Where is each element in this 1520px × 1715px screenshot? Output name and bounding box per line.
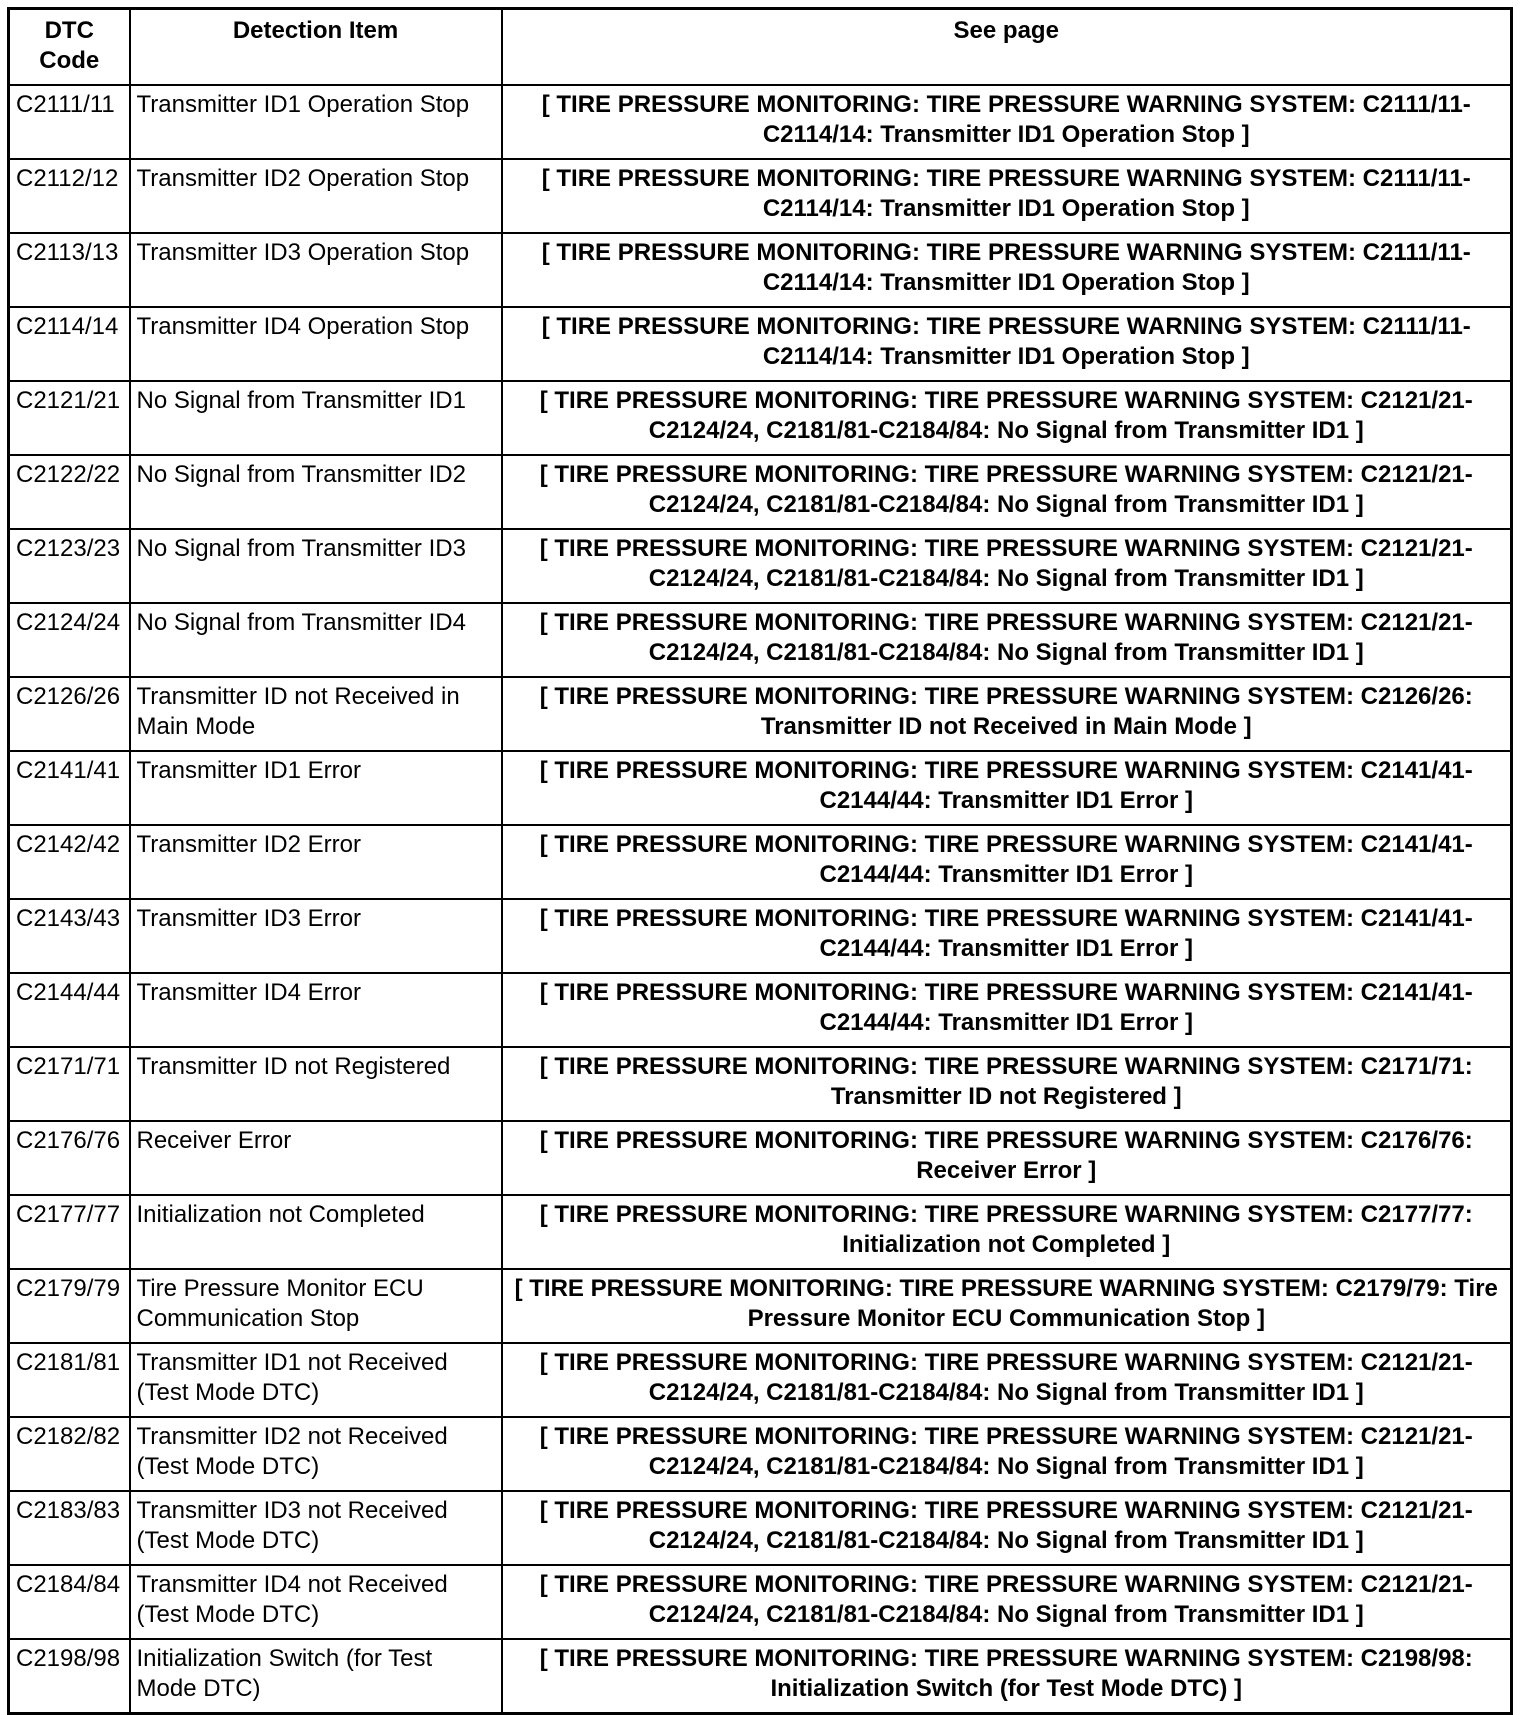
detection-item-cell: Transmitter ID4 Operation Stop <box>130 307 502 381</box>
detection-item-cell: No Signal from Transmitter ID3 <box>130 529 502 603</box>
detection-item-cell: Transmitter ID2 not Received (Test Mode DTC) <box>130 1417 502 1491</box>
detection-item-cell: Transmitter ID3 Operation Stop <box>130 233 502 307</box>
table-row <box>9 1565 1512 1639</box>
header-dtc-code-line1: DTC <box>44 17 94 44</box>
dtc-code-cell: C2112/12 <box>9 159 130 233</box>
header-detection-item: Detection Item <box>130 9 502 86</box>
dtc-table <box>7 7 1513 1715</box>
see-page-link[interactable]: [ TIRE PRESSURE MONITORING: TIRE PRESSURE WARNING SYSTEM: C2141/41-C2144/44: Transmitter ID1 Error ] <box>502 751 1512 825</box>
see-page-link[interactable]: [ TIRE PRESSURE MONITORING: TIRE PRESSURE WARNING SYSTEM: C2179/79: Tire Pressure Monitor ECU Communication Stop ] <box>502 1269 1512 1343</box>
detection-item-cell: Transmitter ID1 Error <box>130 751 502 825</box>
dtc-code-cell: C2114/14 <box>9 307 130 381</box>
header-dtc-code-line2: Code <box>39 47 100 74</box>
see-page-link[interactable]: [ TIRE PRESSURE MONITORING: TIRE PRESSURE WARNING SYSTEM: C2121/21-C2124/24, C2181/81-C2184/84: No Signal from Transmitter ID1 ] <box>502 1491 1512 1565</box>
detection-item-cell: Initialization Switch (for Test Mode DTC) <box>130 1639 502 1714</box>
table-row <box>9 899 1512 973</box>
detection-item-cell: Initialization not Completed <box>130 1195 502 1269</box>
see-page-link[interactable]: [ TIRE PRESSURE MONITORING: TIRE PRESSURE WARNING SYSTEM: C2141/41-C2144/44: Transmitter ID1 Error ] <box>502 899 1512 973</box>
detection-item-cell: Transmitter ID not Received in Main Mode <box>130 677 502 751</box>
detection-item-cell: Transmitter ID2 Operation Stop <box>130 159 502 233</box>
dtc-code-cell: C2113/13 <box>9 233 130 307</box>
table-row <box>9 381 1512 455</box>
table-row <box>9 1639 1512 1714</box>
see-page-link[interactable]: [ TIRE PRESSURE MONITORING: TIRE PRESSURE WARNING SYSTEM: C2126/26: Transmitter ID not Received in Main Mode ] <box>502 677 1512 751</box>
detection-item-cell: Transmitter ID1 not Received (Test Mode DTC) <box>130 1343 502 1417</box>
detection-item-cell: Transmitter ID1 Operation Stop <box>130 85 502 159</box>
dtc-code-cell: C2182/82 <box>9 1417 130 1491</box>
dtc-code-cell: C2177/77 <box>9 1195 130 1269</box>
dtc-code-cell: C2184/84 <box>9 1565 130 1639</box>
see-page-link[interactable]: [ TIRE PRESSURE MONITORING: TIRE PRESSURE WARNING SYSTEM: C2121/21-C2124/24, C2181/81-C2184/84: No Signal from Transmitter ID1 ] <box>502 455 1512 529</box>
see-page-link[interactable]: [ TIRE PRESSURE MONITORING: TIRE PRESSURE WARNING SYSTEM: C2176/76: Receiver Error ] <box>502 1121 1512 1195</box>
detection-item-cell: Transmitter ID2 Error <box>130 825 502 899</box>
detection-item-cell: Transmitter ID3 Error <box>130 899 502 973</box>
dtc-code-cell: C2176/76 <box>9 1121 130 1195</box>
see-page-link[interactable]: [ TIRE PRESSURE MONITORING: TIRE PRESSURE WARNING SYSTEM: C2121/21-C2124/24, C2181/81-C2184/84: No Signal from Transmitter ID1 ] <box>502 1343 1512 1417</box>
table-row <box>9 455 1512 529</box>
detection-item-cell: Transmitter ID3 not Received (Test Mode DTC) <box>130 1491 502 1565</box>
detection-item-cell: No Signal from Transmitter ID1 <box>130 381 502 455</box>
dtc-code-cell: C2181/81 <box>9 1343 130 1417</box>
see-page-link[interactable]: [ TIRE PRESSURE MONITORING: TIRE PRESSURE WARNING SYSTEM: C2121/21-C2124/24, C2181/81-C2184/84: No Signal from Transmitter ID1 ] <box>502 603 1512 677</box>
see-page-link[interactable]: [ TIRE PRESSURE MONITORING: TIRE PRESSURE WARNING SYSTEM: C2198/98: Initialization Switch (for Test Mode DTC) ] <box>502 1639 1512 1714</box>
table-row <box>9 307 1512 381</box>
see-page-link[interactable]: [ TIRE PRESSURE MONITORING: TIRE PRESSURE WARNING SYSTEM: C2171/71: Transmitter ID not Registered ] <box>502 1047 1512 1121</box>
table-row <box>9 529 1512 603</box>
dtc-code-cell: C2144/44 <box>9 973 130 1047</box>
dtc-code-cell: C2142/42 <box>9 825 130 899</box>
detection-item-cell: No Signal from Transmitter ID4 <box>130 603 502 677</box>
dtc-code-cell: C2124/24 <box>9 603 130 677</box>
see-page-link[interactable]: [ TIRE PRESSURE MONITORING: TIRE PRESSURE WARNING SYSTEM: C2141/41-C2144/44: Transmitter ID1 Error ] <box>502 973 1512 1047</box>
dtc-code-cell: C2183/83 <box>9 1491 130 1565</box>
header-see-page: See page <box>502 9 1512 86</box>
table-row <box>9 973 1512 1047</box>
table-row <box>9 233 1512 307</box>
see-page-link[interactable]: [ TIRE PRESSURE MONITORING: TIRE PRESSURE WARNING SYSTEM: C2141/41-C2144/44: Transmitter ID1 Error ] <box>502 825 1512 899</box>
see-page-link[interactable]: [ TIRE PRESSURE MONITORING: TIRE PRESSURE WARNING SYSTEM: C2111/11-C2114/14: Transmitter ID1 Operation Stop ] <box>502 307 1512 381</box>
detection-item-cell: Receiver Error <box>130 1121 502 1195</box>
dtc-code-cell: C2123/23 <box>9 529 130 603</box>
see-page-link[interactable]: [ TIRE PRESSURE MONITORING: TIRE PRESSURE WARNING SYSTEM: C2111/11-C2114/14: Transmitter ID1 Operation Stop ] <box>502 85 1512 159</box>
dtc-code-cell: C2111/11 <box>9 85 130 159</box>
table-body <box>9 85 1512 1714</box>
dtc-code-cell: C2143/43 <box>9 899 130 973</box>
table-row <box>9 1121 1512 1195</box>
table-row <box>9 1195 1512 1269</box>
table-row <box>9 1047 1512 1121</box>
see-page-link[interactable]: [ TIRE PRESSURE MONITORING: TIRE PRESSURE WARNING SYSTEM: C2121/21-C2124/24, C2181/81-C2184/84: No Signal from Transmitter ID1 ] <box>502 381 1512 455</box>
detection-item-cell: Transmitter ID not Registered <box>130 1047 502 1121</box>
table-row <box>9 677 1512 751</box>
detection-item-cell: Transmitter ID4 not Received (Test Mode DTC) <box>130 1565 502 1639</box>
detection-item-cell: Tire Pressure Monitor ECU Communication Stop <box>130 1269 502 1343</box>
table-row <box>9 1269 1512 1343</box>
dtc-code-cell: C2122/22 <box>9 455 130 529</box>
dtc-code-cell: C2198/98 <box>9 1639 130 1714</box>
table-row <box>9 1417 1512 1491</box>
dtc-code-cell: C2141/41 <box>9 751 130 825</box>
table-row <box>9 1491 1512 1565</box>
table-row <box>9 603 1512 677</box>
detection-item-cell: No Signal from Transmitter ID2 <box>130 455 502 529</box>
header-row <box>9 9 1512 86</box>
see-page-link[interactable]: [ TIRE PRESSURE MONITORING: TIRE PRESSURE WARNING SYSTEM: C2177/77: Initialization not Completed ] <box>502 1195 1512 1269</box>
see-page-link[interactable]: [ TIRE PRESSURE MONITORING: TIRE PRESSURE WARNING SYSTEM: C2111/11-C2114/14: Transmitter ID1 Operation Stop ] <box>502 159 1512 233</box>
table-row <box>9 751 1512 825</box>
table-row <box>9 825 1512 899</box>
see-page-link[interactable]: [ TIRE PRESSURE MONITORING: TIRE PRESSURE WARNING SYSTEM: C2121/21-C2124/24, C2181/81-C2184/84: No Signal from Transmitter ID1 ] <box>502 529 1512 603</box>
see-page-link[interactable]: [ TIRE PRESSURE MONITORING: TIRE PRESSURE WARNING SYSTEM: C2111/11-C2114/14: Transmitter ID1 Operation Stop ] <box>502 233 1512 307</box>
header-dtc-code <box>9 9 130 86</box>
dtc-code-cell: C2179/79 <box>9 1269 130 1343</box>
dtc-code-cell: C2121/21 <box>9 381 130 455</box>
detection-item-cell: Transmitter ID4 Error <box>130 973 502 1047</box>
dtc-code-cell: C2126/26 <box>9 677 130 751</box>
table-row <box>9 1343 1512 1417</box>
dtc-code-cell: C2171/71 <box>9 1047 130 1121</box>
table-header <box>9 9 1512 86</box>
see-page-link[interactable]: [ TIRE PRESSURE MONITORING: TIRE PRESSURE WARNING SYSTEM: C2121/21-C2124/24, C2181/81-C2184/84: No Signal from Transmitter ID1 ] <box>502 1565 1512 1639</box>
see-page-link[interactable]: [ TIRE PRESSURE MONITORING: TIRE PRESSURE WARNING SYSTEM: C2121/21-C2124/24, C2181/81-C2184/84: No Signal from Transmitter ID1 ] <box>502 1417 1512 1491</box>
table-row <box>9 85 1512 159</box>
table-row <box>9 159 1512 233</box>
